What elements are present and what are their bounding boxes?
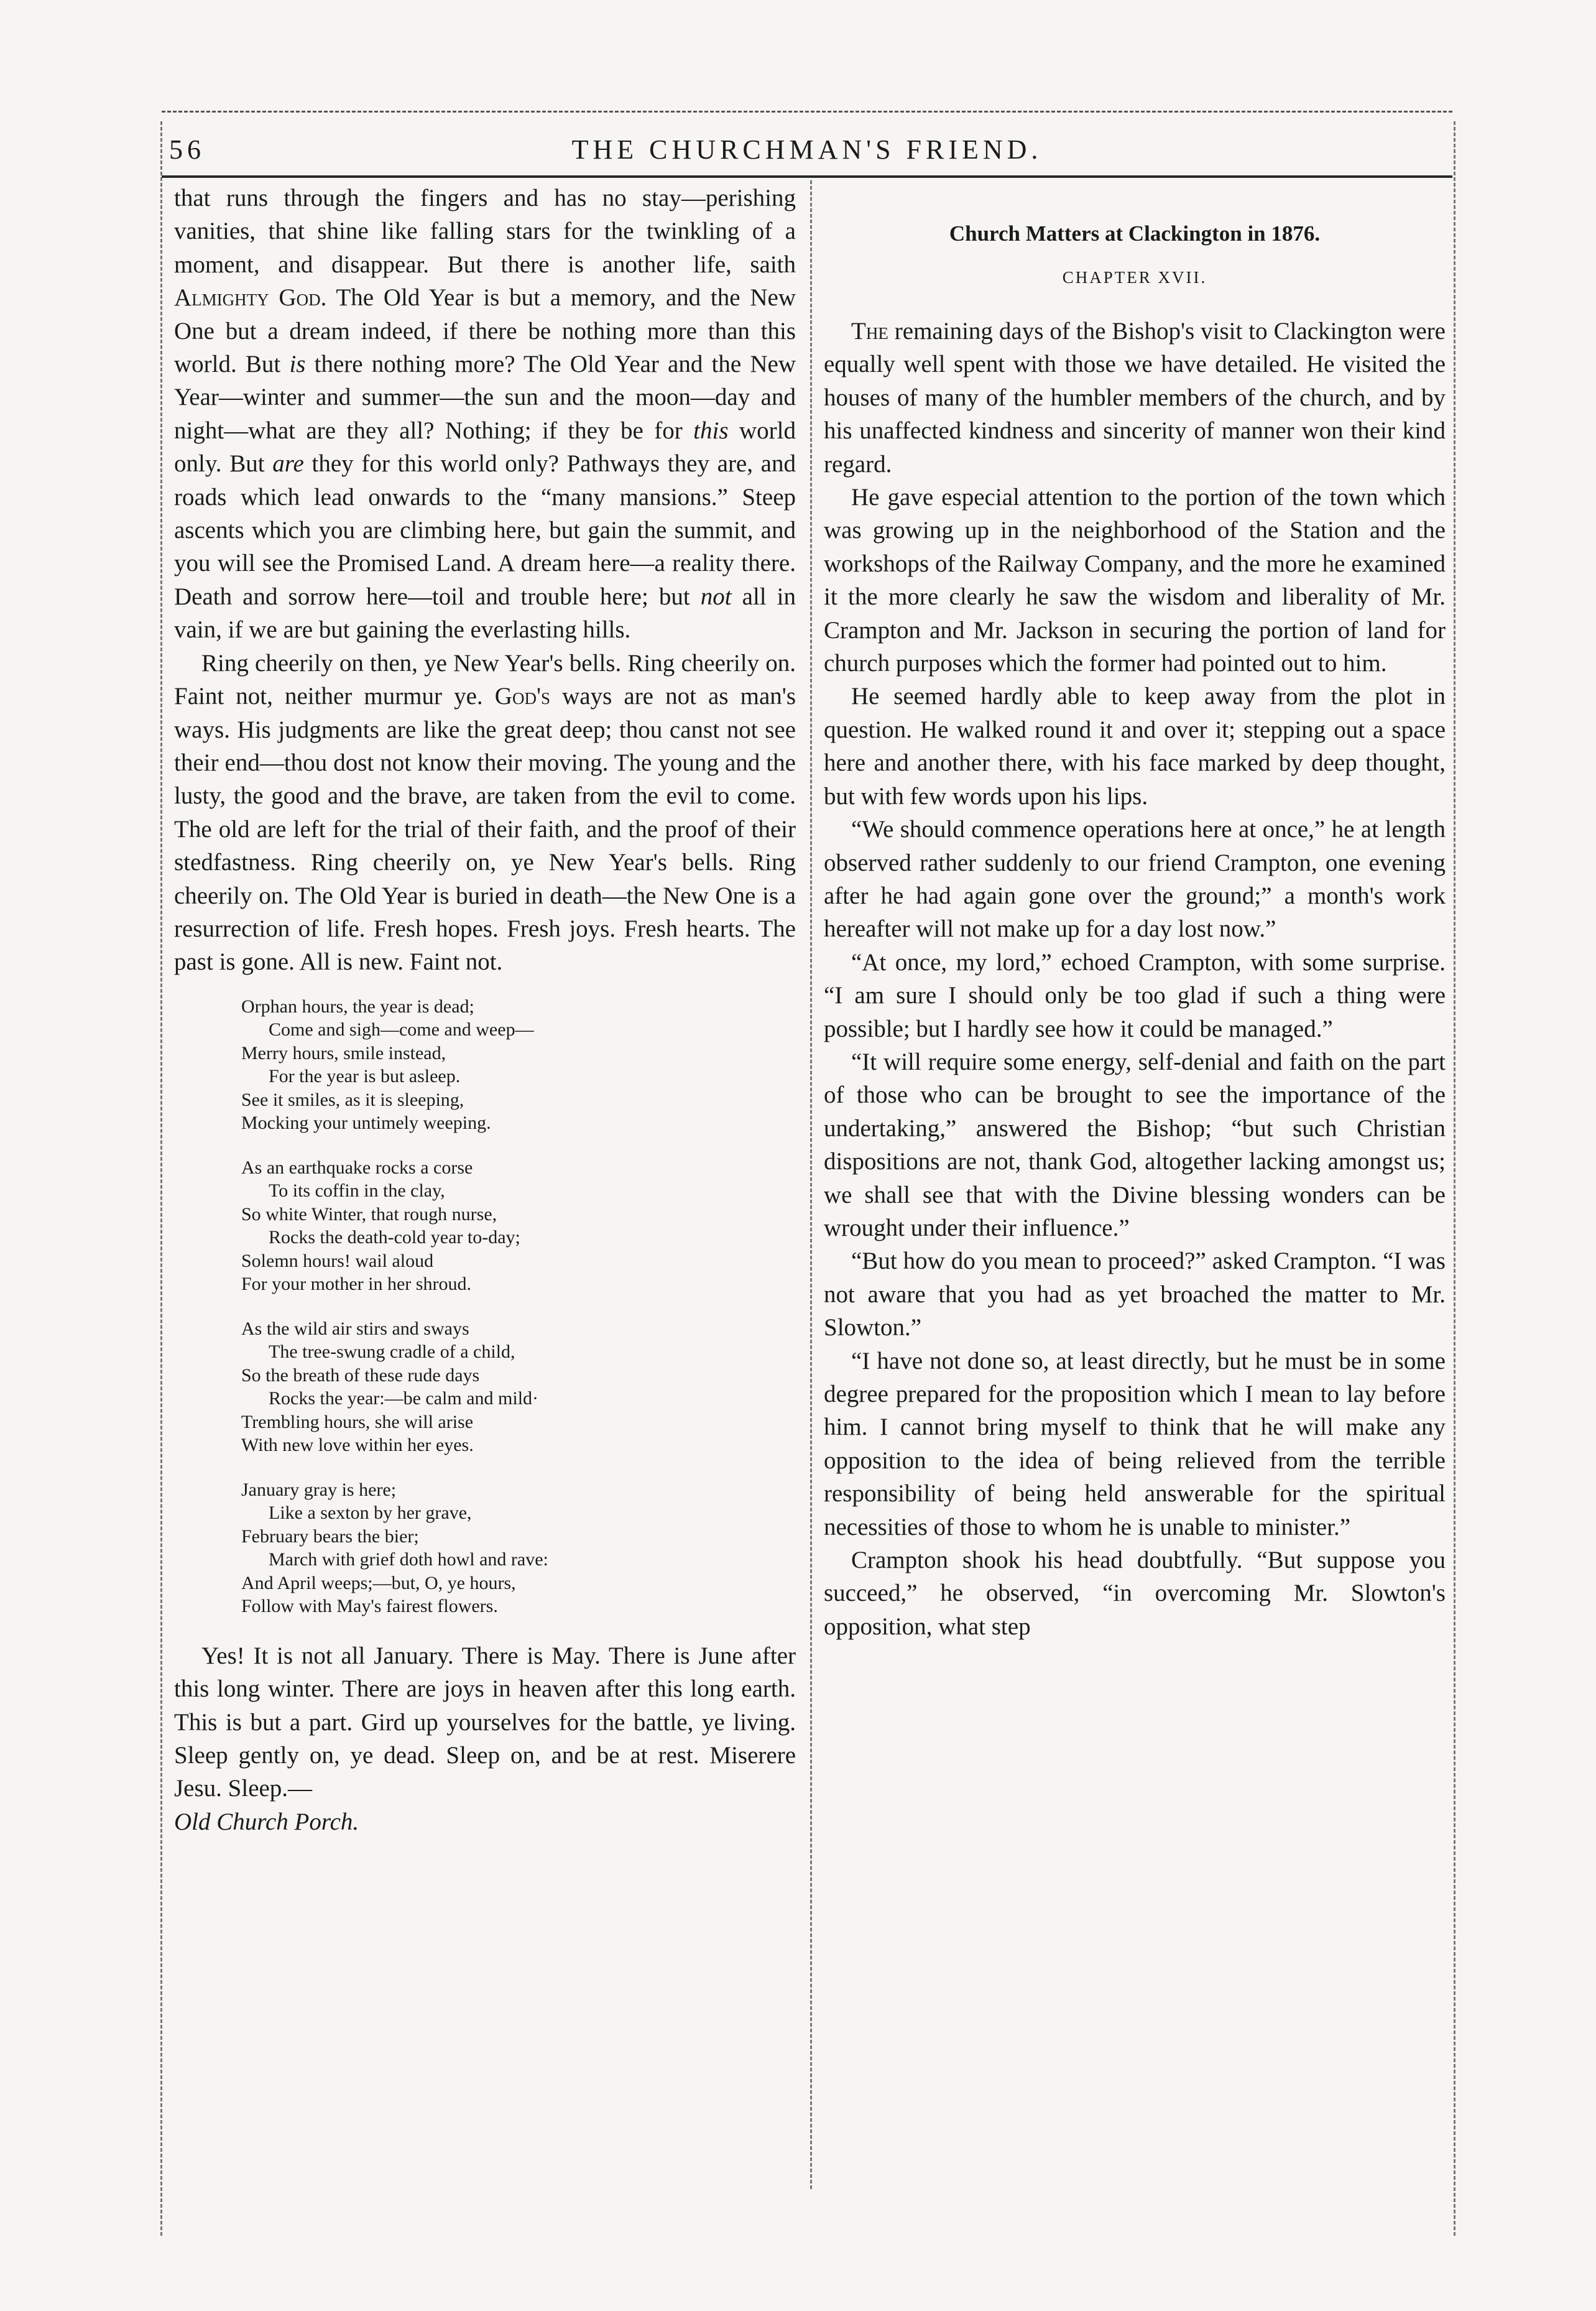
essay-paragraph — [174, 647, 796, 979]
article-paragraph — [824, 481, 1446, 680]
poem-line: Like a sexton by her grave, — [269, 1503, 472, 1524]
article-body — [824, 315, 1446, 1643]
poem-line: The tree-swung cradle of a child, — [269, 1341, 515, 1363]
paragraph-text: “We should commence operations here at once,” he at length observed rather suddenly to our friend Crampton, one evening after he had again gone over the ground;” a month's work hereafter will not make up for a day lost now.” — [824, 816, 1446, 943]
text-run: Ring cheerily on then, ye New Year's bells. Ring cheerily on. Faint not, neither murmur ye. — [174, 649, 796, 710]
text-run: all in vain, if we are but gaining the everlasting hills. — [174, 583, 796, 644]
article-title: Church Matters at Clackington in 1876. — [949, 221, 1321, 246]
paragraph-text: Crampton shook his head doubtfully. “But suppose you succeed,” he observed, “in overcoming Mr. Slowton's opposition, what step — [824, 1547, 1446, 1640]
paragraph-text: He seemed hardly able to keep away from the plot in question. He walked round it and over it; stepping out a space here and another there, with his face marked by deep thought, but with few words upon his lips. — [824, 683, 1446, 810]
paragraph-text: “But how do you mean to proceed?” asked Crampton. “I was not aware that you had as yet broached the matter to Mr. Slowton.” — [824, 1248, 1446, 1341]
article-paragraph — [824, 813, 1446, 946]
poem-line: For your mother in her shroud. — [241, 1274, 471, 1295]
paragraph-text: “At once, my lord,” echoed Crampton, with some surprise. “I am sure I should only be too glad if such a thing were possible; but I hardly see how it could be managed.” — [824, 948, 1446, 1042]
poem-line: Rocks the death-cold year to-day; — [269, 1227, 520, 1248]
publication-title: THE CHURCHMAN'S FRIEND. — [571, 134, 1043, 165]
poem-line: And April weeps;—but, O, ye hours, — [241, 1572, 516, 1593]
article-paragraph — [824, 1045, 1446, 1244]
text-run: God's — [494, 683, 551, 710]
text-run: are — [272, 450, 304, 478]
poem-stanza — [241, 995, 796, 1135]
poem-line: March with grief doth howl and rave: — [269, 1549, 548, 1570]
poem-line: With new love within her eyes. — [241, 1435, 474, 1456]
column-divider — [810, 180, 812, 2189]
text-run: they for this world only? Pathways they are, and roads which lead onwards to the “many mansions.” Steep ascents which you are climbing here, but gain the summit, and you will see the Promised Land. A dream here—a reality there. Death and sorrow here—toil and trouble here; but — [174, 450, 796, 610]
attribution: Old Church Porch. — [174, 1808, 359, 1835]
article-paragraph — [824, 680, 1446, 813]
poem-line: February bears the bier; — [241, 1526, 419, 1547]
text-run: is — [289, 351, 306, 378]
poem-line: Follow with May's fairest flowers. — [241, 1596, 498, 1617]
right-border-rule — [1454, 121, 1455, 2236]
poem-line: As the wild air stirs and sways — [241, 1318, 469, 1339]
poem-line: Merry hours, smile instead, — [241, 1042, 446, 1063]
text-run: there nothing more? The Old Year and the New Year—winter and summer—the sun and the moon—day and night—what are they all? Nothing; if they be for — [174, 351, 796, 444]
paragraph-text: “It will require some energy, self-denial and faith on the part of those who can be brought to see the importance of the undertaking,” answered the Bishop; “but such Christian dispositions are not, thank God, altogether lacking amongst us; we shall see that with the Divine blessing wonders can be wrought under their influence.” — [824, 1048, 1446, 1241]
essay-paragraph — [174, 182, 796, 647]
top-dashed-rule — [162, 111, 1452, 113]
poem-line: So white Winter, that rough nurse, — [241, 1203, 497, 1225]
page-header — [160, 127, 1454, 171]
article-paragraph — [824, 1244, 1446, 1344]
poem-line: Rocks the year:—be calm and mild· — [269, 1388, 539, 1409]
text-run: this — [693, 417, 729, 444]
right-column — [824, 182, 1446, 1643]
paragraph-text: “I have not done so, at least directly, but he must be in some degree prepared for the proposition which I mean to lay before him. I cannot bring myself to think that he will make any opposition to the idea of being relieved from the terrible responsibility of being held answerable for the spiritual necessities of those to whom he is unable to minister.” — [824, 1347, 1446, 1540]
poem-line: As an earthquake rocks a corse — [241, 1157, 473, 1178]
paragraph-text: He gave especial attention to the portion of the town which was growing up in the neighborhood of the Station and the workshops of the Railway Company, and the more he examined it the more clearly he saw the wisdom and liberality of Mr. Crampton and Mr. Jackson in securing the portion of land for church purposes which the former had pointed out to him. — [824, 484, 1446, 677]
left-column — [174, 182, 796, 1838]
paragraph-text: remaining days of the Bishop's visit to Clackington were equally well spent with those we have detailed. He visited the houses of many of the humbler members of the church, and by his unaffected kindness and sincerity of manner won their kind regard. — [824, 318, 1446, 478]
poem-line: Orphan hours, the year is dead; — [241, 996, 474, 1017]
poem-line: Solemn hours! wail aloud — [241, 1250, 434, 1271]
text-run: . The Old Year is but a memory, and the New One but a dream indeed, if there be nothing more than this world. But — [174, 284, 796, 378]
poem-line: For the year is but asleep. — [269, 1066, 461, 1087]
text-run: not — [700, 583, 732, 610]
poem-stanza — [241, 1156, 796, 1296]
chapter-heading: CHAPTER XVII. — [1062, 268, 1207, 287]
poem-line: So the breath of these rude days — [241, 1364, 480, 1386]
poem-line: January gray is here; — [241, 1479, 397, 1500]
closing-text: Yes! It is not all January. There is May. There is June after this long winter. There are joys in heaven after this long earth. This is but a part. Gird up yourselves for the battle, ye living. Sleep gently on, ye dead. Sleep on, and be at rest. Miserere Jesu. Sleep.— — [174, 1642, 796, 1802]
poem-stanza — [241, 1478, 796, 1618]
left-border-rule — [160, 121, 162, 2236]
article-paragraph — [824, 946, 1446, 1045]
poem-line: Trembling hours, she will arise — [241, 1411, 474, 1432]
poem — [241, 995, 796, 1618]
text-run: Almighty God — [174, 284, 321, 312]
poem-line: Come and sigh—come and weep— — [269, 1019, 534, 1040]
closing-paragraph — [174, 1639, 796, 1838]
poem-line: Mocking your untimely weeping. — [241, 1113, 491, 1134]
text-run: that runs through the fingers and has no stay—perishing vanities, that shine like falling stars for the twinkling of a moment, and disappear. But there is another life, saith — [174, 185, 796, 278]
article-paragraph — [824, 1544, 1446, 1643]
text-run: ways are not as man's ways. His judgments are like the great deep; thou canst not see their end—thou dost not know their moving. The young and the lusty, the good and the brave, are taken from the evil to come. The old are left for the trial of their faith, and the proof of their stedfastness. Ring cheerily on, ye New Year's bells. Ring cheerily on. The Old Year is buried in death—the New One is a resurrection of life. Fresh hopes. Fresh joys. Fresh hearts. The past is gone. All is new. Faint not. — [174, 683, 796, 976]
poem-line: To its coffin in the clay, — [269, 1180, 445, 1202]
poem-stanza — [241, 1317, 796, 1457]
first-word: The — [851, 318, 888, 345]
poem-line: See it smiles, as it is sleeping, — [241, 1089, 464, 1110]
text-run: world only. But — [174, 417, 796, 478]
page-number: 56 — [169, 134, 205, 165]
header-rule — [162, 175, 1452, 178]
article-paragraph — [824, 315, 1446, 481]
article-paragraph — [824, 1345, 1446, 1544]
